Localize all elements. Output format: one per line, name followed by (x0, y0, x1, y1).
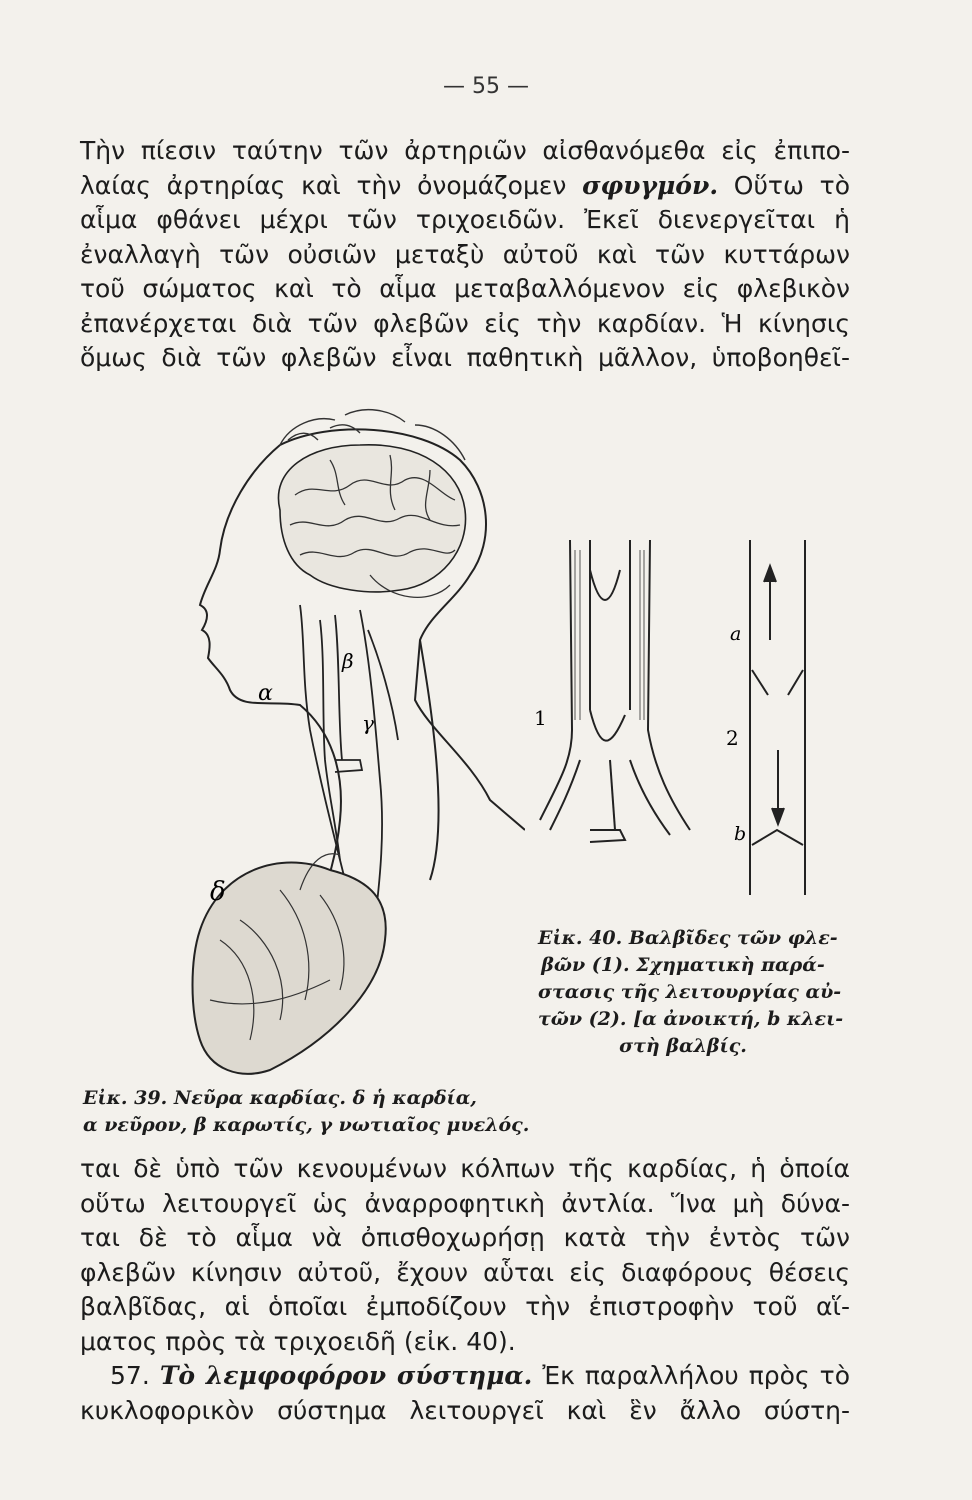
label-g: γ (362, 711, 374, 735)
section-number: 57. (110, 1361, 150, 1390)
text-line (80, 169, 850, 204)
figure-40-illustration (530, 530, 810, 910)
text-fragment: Οὕτω τὸ (733, 170, 850, 200)
text-line: τοῦ σώματος καὶ τὸ αἷμα μεταβαλλόμενον εἰς φλεβικὸν (80, 274, 850, 303)
text-line: ται δὲ ὑπὸ τῶν κενουμένων κόλπων τῆς καρδίας, ἡ ὁποία (80, 1154, 850, 1183)
caption-line: στασις τῆς λειτουργίας αὐ- (538, 981, 842, 1003)
spinal-cord (360, 610, 382, 920)
label-a-open: a (730, 623, 742, 645)
text-line: κυκλοφορικὸν σύστημα λειτουργεῖ καὶ ἓν ἄλλο σύστη- (80, 1395, 850, 1425)
text-line: ματος πρὸς τὰ τριχοειδῆ (εἰκ. 40). (80, 1326, 516, 1356)
text-line: φλεβῶν κίνησιν αὐτοῦ, ἔχουν αὗται εἰς διαφόρους θέσεις (80, 1257, 850, 1287)
text-line: βαλβῖδας, αἱ ὁποῖαι ἐμποδίζουν τὴν ἐπιστροφὴν τοῦ αἵ- (80, 1292, 850, 1321)
text-fragment: λαίας ἀρτηρίας καὶ τὴν ὀνομάζομεν (80, 170, 567, 200)
text-line: οὕτω λειτουργεῖ ὡς ἀναρροφητικὴ ἀντλία. Ἵνα μὴ δύνα- (80, 1188, 850, 1218)
text-line: ἐπανέρχεται διὰ τῶν φλεβῶν εἰς τὴν καρδίαν. Ἡ κίνησις (80, 308, 850, 338)
label-1: 1 (534, 706, 547, 730)
figure-39-caption (83, 1085, 530, 1139)
text-line: Τὴν πίεσιν ταύτην τῶν ἀρτηριῶν αἰσθανόμεθα εἰς ἐπιπο- (80, 136, 850, 165)
section-title: Τὸ λεμφοφόρον σύστημα. (159, 1361, 533, 1390)
caption-line: στὴ βαλβίς. (619, 1035, 747, 1057)
page-number: — 55 — (443, 74, 529, 99)
text-line: ἐναλλαγὴ τῶν οὐσιῶν μεταξὺ αὐτοῦ καὶ τῶν κυττάρων (80, 239, 850, 269)
caption-line (83, 1085, 523, 1112)
section-rest: Ἐκ παραλλήλου πρὸς τὸ (542, 1361, 850, 1390)
label-a: α (258, 681, 273, 706)
open-valve (752, 670, 768, 695)
term-sfygmos: σφυγμόν. (582, 170, 719, 200)
caption-line: βῶν (1). Σχηματικὴ παρά- (541, 954, 825, 976)
label-b: β (342, 649, 354, 673)
label-d: δ (210, 877, 226, 907)
label-2: 2 (726, 726, 739, 750)
label-b-closed: b (734, 823, 747, 845)
caption-title: Νεῦρα καρδίας. (173, 1087, 346, 1109)
vein-left-wall (540, 540, 572, 820)
section-heading-line (80, 1359, 850, 1394)
back-contour (420, 640, 439, 880)
text-line: αἷμα φθάνει μέχρι τῶν τριχοειδῶν. Ἐκεῖ διενεργεῖται ἡ (80, 205, 850, 234)
caption-line: τῶν (2). [α ἀνοικτή, b κλει- (538, 1008, 844, 1030)
vein-right-wall (648, 540, 690, 830)
figure-39-illustration (130, 400, 525, 1095)
caption-line: Εἰκ. 40. Βαλβῖδες τῶν φλε- (538, 927, 838, 949)
closed-valve (752, 830, 803, 845)
caption-line: α νεῦρον, β καρωτίς, γ νωτιαῖος μυελός. (83, 1114, 530, 1136)
caption-rest: δ ἡ καρδία, (352, 1087, 477, 1109)
figure-40-caption (538, 925, 844, 1060)
text-line: ται δὲ τὸ αἷμα νὰ ὀπισθοχωρήσῃ κατὰ τὴν ἐντὸς τῶν (80, 1223, 850, 1252)
caption-prefix: Εἰκ. 39. (83, 1087, 168, 1109)
text-line: ὅμως διὰ τῶν φλεβῶν εἶναι παθητικὴ μᾶλλον, ὑποβοηθεῖ- (80, 343, 850, 372)
paragraph-top (80, 134, 850, 376)
paragraph-bottom (80, 1152, 850, 1428)
